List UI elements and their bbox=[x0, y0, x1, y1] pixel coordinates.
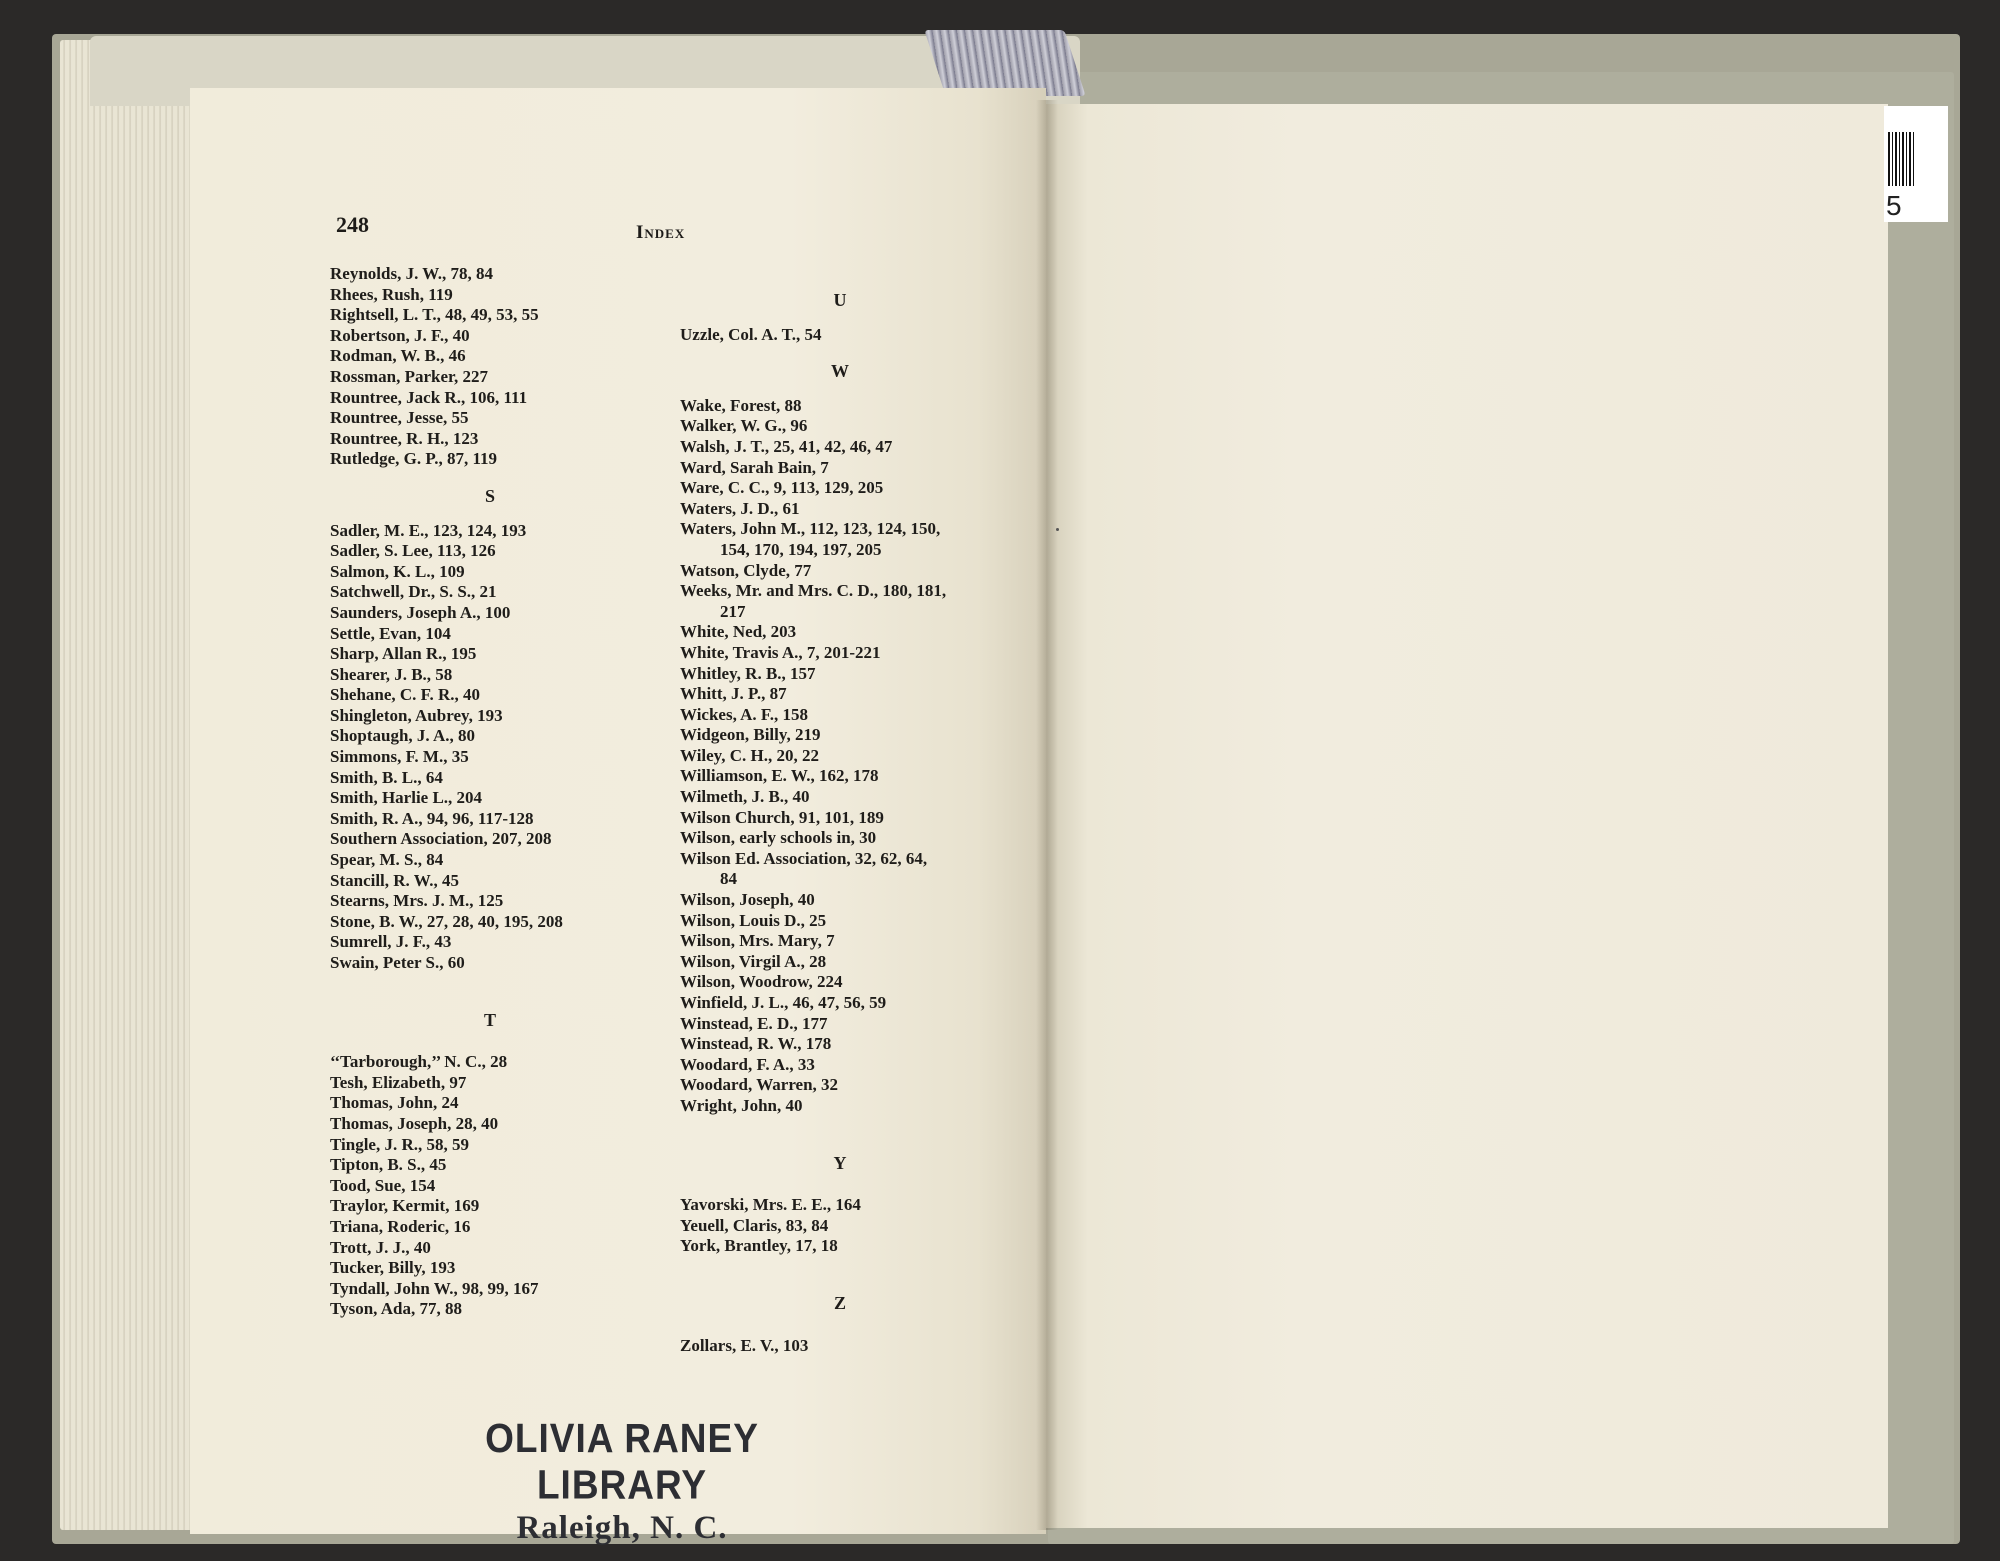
index-entry: Wake, Forest, 88 bbox=[680, 395, 802, 415]
index-entry: Salmon, K. L., 109 bbox=[330, 561, 465, 581]
index-entry: Ware, C. C., 9, 113, 129, 205 bbox=[680, 478, 884, 498]
page-edges bbox=[60, 40, 200, 1530]
index-entry: Woodard, F. A., 33 bbox=[680, 1054, 815, 1074]
index-entry: Shehane, C. F. R., 40 bbox=[330, 685, 481, 705]
index-entry: Rountree, Jesse, 55 bbox=[330, 408, 469, 428]
index-entry: York, Brantley, 17, 18 bbox=[680, 1236, 838, 1256]
index-entry: Smith, Harlie L., 204 bbox=[330, 788, 483, 808]
running-head: Index bbox=[636, 222, 686, 243]
spine-ghost-text bbox=[420, 62, 800, 88]
index-letter-heading: S bbox=[484, 485, 495, 506]
index-entry: Woodard, Warren, 32 bbox=[680, 1075, 839, 1095]
index-entry: Rossman, Parker, 227 bbox=[330, 366, 489, 386]
headband bbox=[924, 30, 1085, 96]
index-letter-heading: W bbox=[831, 361, 849, 382]
index-entry: Wilmeth, J. B., 40 bbox=[680, 787, 810, 807]
index-entry: Thomas, John, 24 bbox=[330, 1093, 459, 1113]
stamp-line-library: OLIVIA RANEY LIBRARY bbox=[485, 1415, 759, 1508]
index-entry: Spear, M. S., 84 bbox=[330, 850, 444, 870]
index-entry: Rountree, Jack R., 106, 111 bbox=[330, 387, 528, 407]
index-entry: Robertson, J. F., 40 bbox=[330, 325, 470, 345]
index-entry: Settle, Evan, 104 bbox=[330, 623, 451, 643]
index-entry: Trott, J. J., 40 bbox=[330, 1237, 431, 1257]
index-entry: Wilson, Mrs. Mary, 7 bbox=[680, 931, 835, 951]
index-entry: Wilson, Louis D., 25 bbox=[680, 910, 827, 930]
gutter-shadow bbox=[1036, 100, 1058, 1530]
index-entry: Sumrell, J. F., 43 bbox=[330, 932, 452, 952]
index-entry: Tipton, B. S., 45 bbox=[330, 1155, 447, 1175]
right-page bbox=[1046, 104, 1888, 1528]
index-entry: Yavorski, Mrs. E. E., 164 bbox=[680, 1195, 861, 1215]
index-entry: Tesh, Elizabeth, 97 bbox=[330, 1072, 467, 1092]
index-column-right bbox=[680, 274, 1020, 1356]
index-entry: Wickes, A. F., 158 bbox=[680, 704, 808, 724]
index-entry: Triana, Roderic, 16 bbox=[330, 1216, 471, 1236]
index-entry: Waters, J. D., 61 bbox=[680, 498, 800, 518]
index-entry: Saunders, Joseph A., 100 bbox=[330, 602, 511, 622]
index-entry: Rhees, Rush, 119 bbox=[330, 284, 453, 304]
index-entry: Waters, John M., 112, 123, 124, 150, bbox=[680, 519, 941, 539]
index-entry: Rodman, W. B., 46 bbox=[330, 346, 466, 366]
index-entry: Wilson, Virgil A., 28 bbox=[680, 951, 827, 971]
index-entry: Wright, John, 40 bbox=[680, 1095, 803, 1115]
stamp-line-city: Raleigh, N. C. bbox=[516, 1510, 728, 1546]
index-entry: Rountree, R. H., 123 bbox=[330, 428, 479, 448]
barcode-label bbox=[1884, 106, 1948, 222]
index-entry: Williamson, E. W., 162, 178 bbox=[680, 766, 879, 786]
index-entry: Simmons, F. M., 35 bbox=[330, 747, 469, 767]
index-entry: Sadler, S. Lee, 113, 126 bbox=[330, 541, 496, 561]
index-column-left bbox=[330, 264, 670, 1320]
index-entry-continuation: 84 bbox=[720, 869, 737, 889]
index-entry: Walsh, J. T., 25, 41, 42, 46, 47 bbox=[680, 436, 893, 456]
index-entry: Stancill, R. W., 45 bbox=[330, 870, 459, 890]
index-entry: Smith, B. L., 64 bbox=[330, 767, 443, 787]
index-entry: Whitt, J. P., 87 bbox=[680, 684, 787, 704]
index-entry: Stearns, Mrs. J. M., 125 bbox=[330, 891, 504, 911]
index-entry: Tood, Sue, 154 bbox=[330, 1175, 436, 1195]
index-entry-continuation: 154, 170, 194, 197, 205 bbox=[720, 539, 882, 559]
index-entry: Winstead, R. W., 178 bbox=[680, 1034, 832, 1054]
index-entry: ‘‘Tarborough,’’ N. C., 28 bbox=[330, 1052, 508, 1072]
barcode-icon bbox=[1888, 132, 1916, 186]
index-entry: Thomas, Joseph, 28, 40 bbox=[330, 1113, 499, 1133]
index-letter-heading: Z bbox=[833, 1292, 846, 1313]
index-letter-heading: Y bbox=[833, 1152, 847, 1173]
index-entry: Stone, B. W., 27, 28, 40, 195, 208 bbox=[330, 911, 563, 931]
index-entry: Wilson, Woodrow, 224 bbox=[680, 972, 843, 992]
index-entry: White, Travis A., 7, 201-221 bbox=[680, 642, 881, 662]
index-entry: Wiley, C. H., 20, 22 bbox=[680, 745, 819, 765]
page-number: 248 bbox=[336, 212, 369, 237]
index-entry: Shoptaugh, J. A., 80 bbox=[330, 726, 476, 746]
index-entry: Satchwell, Dr., S. S., 21 bbox=[330, 582, 497, 602]
index-entry: White, Ned, 203 bbox=[680, 622, 797, 642]
index-entry: Wilson Church, 91, 101, 189 bbox=[680, 807, 884, 827]
index-entry-continuation: 217 bbox=[720, 601, 746, 621]
index-entry: Walker, W. G., 96 bbox=[680, 416, 808, 436]
index-entry: Tyndall, John W., 98, 99, 167 bbox=[330, 1278, 539, 1298]
index-entry: Winstead, E. D., 177 bbox=[680, 1013, 828, 1033]
index-entry: Wilson, early schools in, 30 bbox=[680, 828, 877, 848]
index-entry: Yeuell, Claris, 83, 84 bbox=[680, 1215, 829, 1235]
index-entry: Rutledge, G. P., 87, 119 bbox=[330, 449, 498, 469]
library-stamp bbox=[412, 1415, 832, 1547]
index-entry: Zollars, E. V., 103 bbox=[680, 1335, 809, 1355]
index-entry: Rightsell, L. T., 48, 49, 53, 55 bbox=[330, 305, 539, 325]
index-entry: Tingle, J. R., 58, 59 bbox=[330, 1134, 470, 1154]
index-entry: Widgeon, Billy, 219 bbox=[680, 725, 821, 745]
index-entry: Ward, Sarah Bain, 7 bbox=[680, 457, 829, 477]
index-entry: Swain, Peter S., 60 bbox=[330, 953, 465, 972]
index-entry: Watson, Clyde, 77 bbox=[680, 560, 812, 580]
index-letter-heading: U bbox=[833, 290, 847, 310]
index-entry: Winfield, J. L., 46, 47, 56, 59 bbox=[680, 993, 887, 1012]
index-entry: Shearer, J. B., 58 bbox=[330, 664, 453, 684]
index-entry: Weeks, Mr. and Mrs. C. D., 180, 181, bbox=[680, 581, 947, 601]
index-entry: Reynolds, J. W., 78, 84 bbox=[330, 264, 493, 283]
index-entry: Sharp, Allan R., 195 bbox=[330, 644, 477, 664]
index-entry: Southern Association, 207, 208 bbox=[330, 829, 552, 849]
index-letter-heading: T bbox=[483, 1009, 496, 1030]
index-entry: Tucker, Billy, 193 bbox=[330, 1258, 456, 1278]
index-entry: Sadler, M. E., 123, 124, 193 bbox=[330, 520, 527, 540]
index-entry: Wilson, Joseph, 40 bbox=[680, 890, 815, 910]
index-entry: Tyson, Ada, 77, 88 bbox=[330, 1299, 462, 1319]
paper-speck bbox=[1056, 528, 1059, 531]
index-entry: Uzzle, Col. A. T., 54 bbox=[680, 324, 822, 344]
index-entry: Smith, R. A., 94, 96, 117-128 bbox=[330, 808, 534, 828]
index-entry: Wilson Ed. Association, 32, 62, 64, bbox=[680, 848, 928, 868]
index-entry: Traylor, Kermit, 169 bbox=[330, 1196, 480, 1216]
barcode-digit: 5 bbox=[1886, 190, 1902, 221]
index-entry: Whitley, R. B., 157 bbox=[680, 663, 816, 683]
index-entry: Shingleton, Aubrey, 193 bbox=[330, 705, 503, 725]
